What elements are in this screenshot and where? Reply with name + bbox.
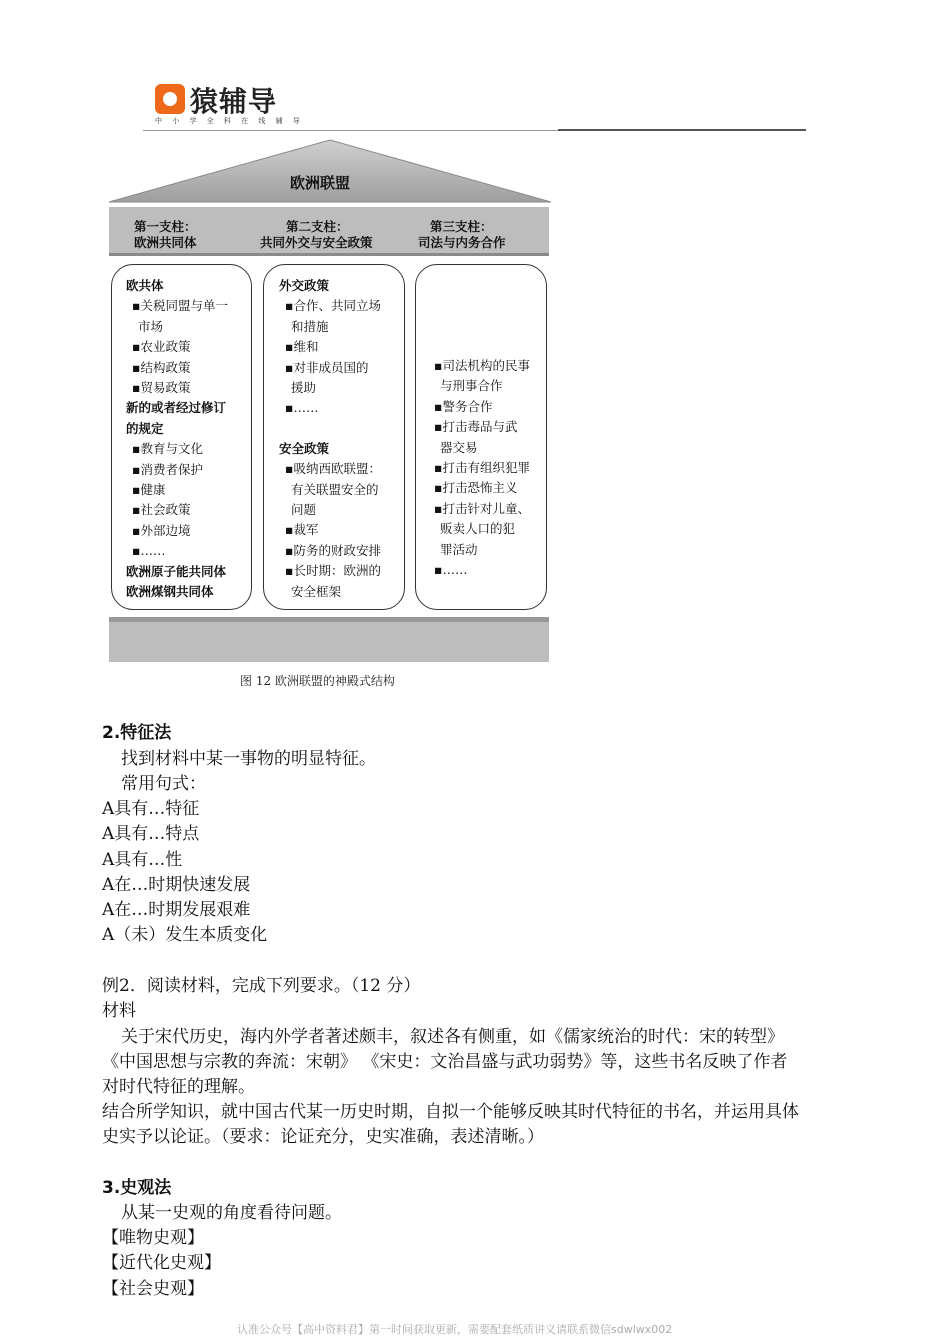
pattern-list <box>102 797 267 949</box>
pillar-item: 和措施 <box>291 318 329 334</box>
pillar-item: ▪结构政策 <box>132 359 191 375</box>
pillar-item: ▪关税同盟与单一 <box>132 298 228 314</box>
pillar-item: ▪打击有组织犯罪 <box>434 460 530 476</box>
pattern-item: A具有…性 <box>102 849 183 870</box>
pillar-3-header <box>418 219 506 251</box>
pillar-item: 安全框架 <box>291 583 342 599</box>
pillar-2-header-line2: 共同外交与安全政策 <box>260 235 373 250</box>
pillar-section-heading: 外交政策 <box>279 278 330 293</box>
pillar-item: ▪长时期：欧洲的 <box>285 563 381 579</box>
pillar-2-header <box>260 219 373 251</box>
pillar-item: ▪健康 <box>132 482 166 498</box>
section2-patterns-label: 常用句式： <box>121 774 206 794</box>
pillar-item: 市场 <box>138 318 164 334</box>
pillar-section-heading: 欧洲煤钢共同体 <box>126 584 214 600</box>
pillar-spacer <box>428 296 530 316</box>
view-item: 【唯物史观】 <box>102 1228 204 1248</box>
pillar-3-content <box>428 276 530 580</box>
pillar-1-content <box>126 276 228 603</box>
section2-intro: 找到材料中某一事物的明显特征。 <box>121 749 376 769</box>
pillar-3-header-line1: 第三支柱： <box>430 219 493 234</box>
logo-subtitle: 中 小 学 全 科 在 线 辅 导 <box>155 117 304 125</box>
example2-task-line-1: 结合所学知识，就中国古代某一历史时期，自拟一个能够反映其时代特征的书名，并运用具体 <box>102 1102 799 1122</box>
view-item: 【社会史观】 <box>102 1278 204 1299</box>
pillar-item: ▪司法机构的民事 <box>434 358 530 373</box>
section3-heading: 3.史观法 <box>102 1178 172 1198</box>
pillar-item: ▪消费者保护 <box>132 461 203 477</box>
example2-material-line-2: 《中国思想与宗教的奔流：宋朝》 《宋史：文治昌盛与武功弱势》等，这些书名反映了作者 <box>102 1052 788 1072</box>
pillar-item: ▪农业政策 <box>132 339 191 355</box>
pillar-item: ▪外部边境 <box>132 522 191 538</box>
pillar-item: ▪社会政策 <box>132 502 191 518</box>
pillar-item: ▪防务的财政安排 <box>285 542 381 558</box>
pillar-section-heading: 的规定 <box>126 420 164 436</box>
pillar-item: ▪警务合作 <box>434 398 493 414</box>
diagram-roof-title: 欧洲联盟 <box>290 174 351 192</box>
example2-title: 例2．阅读材料，完成下列要求。（12 分） <box>102 976 421 996</box>
temple-base-edge <box>109 617 549 622</box>
pillar-spacer <box>279 419 381 439</box>
pillar-item: ▪裁军 <box>285 522 319 538</box>
pillar-item: 问题 <box>291 502 317 518</box>
pillar-spacer <box>428 316 530 336</box>
pillar-item: ▪…… <box>434 562 468 578</box>
view-list <box>102 1226 221 1302</box>
pillar-item: ▪合作、共同立场 <box>285 298 381 314</box>
pillar-section-heading: 安全政策 <box>279 440 330 456</box>
pillar-item: 有关联盟安全的 <box>291 481 379 497</box>
pattern-item: A具有…特点 <box>102 824 200 845</box>
header-rule <box>143 130 558 131</box>
pillar-2-header-line1: 第二支柱： <box>286 219 349 234</box>
figure-caption: 图 12 欧洲联盟的神殿式结构 <box>240 674 395 688</box>
pillar-item: 援助 <box>291 380 317 396</box>
pillar-item: 器交易 <box>440 439 478 455</box>
pillar-item: 与刑事合作 <box>440 378 503 394</box>
pillar-item: ▪打击恐怖主义 <box>434 480 518 496</box>
pillar-item: ▪贸易政策 <box>132 380 191 396</box>
pillar-item: ▪…… <box>285 400 319 416</box>
header-rule-bold <box>558 129 806 131</box>
pattern-item: A（未）发生本质变化 <box>102 925 268 946</box>
pillar-spacer <box>428 276 530 296</box>
view-item: 【近代化史观】 <box>102 1253 221 1274</box>
pillar-item: ▪吸纳西欧联盟： <box>285 461 381 477</box>
pillar-item: 罪活动 <box>440 541 478 557</box>
pillar-item: ▪对非成员国的 <box>285 359 369 375</box>
pillar-1-header <box>134 219 197 251</box>
pillar-item: ▪教育与文化 <box>132 441 203 457</box>
pillar-item: ▪打击毒品与武 <box>434 419 518 435</box>
pillar-section-heading: 新的或者经过修订 <box>126 400 227 416</box>
pillar-item: 贩卖人口的犯 <box>440 521 516 537</box>
pillar-section-heading: 欧共体 <box>126 278 164 293</box>
pillar-item: ▪…… <box>132 543 166 559</box>
pattern-item: A在…时期发展艰难 <box>102 900 251 921</box>
logo-icon <box>155 84 185 114</box>
pillar-1-header-line2: 欧洲共同体 <box>134 235 197 250</box>
example2-material-line-1: 关于宋代历史，海内外学者著述颇丰，叙述各有侧重，如《儒家统治的时代：宋的转型》 <box>121 1027 784 1047</box>
pattern-item: A在…时期快速发展 <box>102 874 251 895</box>
section2-heading: 2.特征法 <box>102 723 172 743</box>
pillar-3-header-line2: 司法与内务合作 <box>418 235 506 250</box>
example2-material-line-3: 对时代特征的理解。 <box>102 1077 255 1097</box>
example2-task-line-2: 史实予以论证。（要求：论证充分，史实准确，表述清晰。） <box>102 1127 544 1147</box>
logo-text: 猿辅导 <box>190 85 278 118</box>
pattern-item: A具有…特征 <box>102 799 200 819</box>
pillar-1-header-line1: 第一支柱： <box>134 219 197 234</box>
section3-intro: 从某一史观的角度看待问题。 <box>121 1203 342 1223</box>
pillar-section-heading: 欧洲原子能共同体 <box>126 563 227 579</box>
pillar-spacer <box>428 336 530 356</box>
pillar-item: ▪维和 <box>285 339 319 355</box>
pillar-item: ▪打击针对儿童、 <box>434 500 530 516</box>
temple-base <box>109 617 549 662</box>
footer-watermark: 认准公众号【高中资料君】第一时间获取更新，需要配套纸质讲义请联系微信sdwlwx002 <box>237 1323 673 1336</box>
example2-material-label: 材料 <box>102 1001 136 1021</box>
pillar-2-content <box>279 276 381 602</box>
